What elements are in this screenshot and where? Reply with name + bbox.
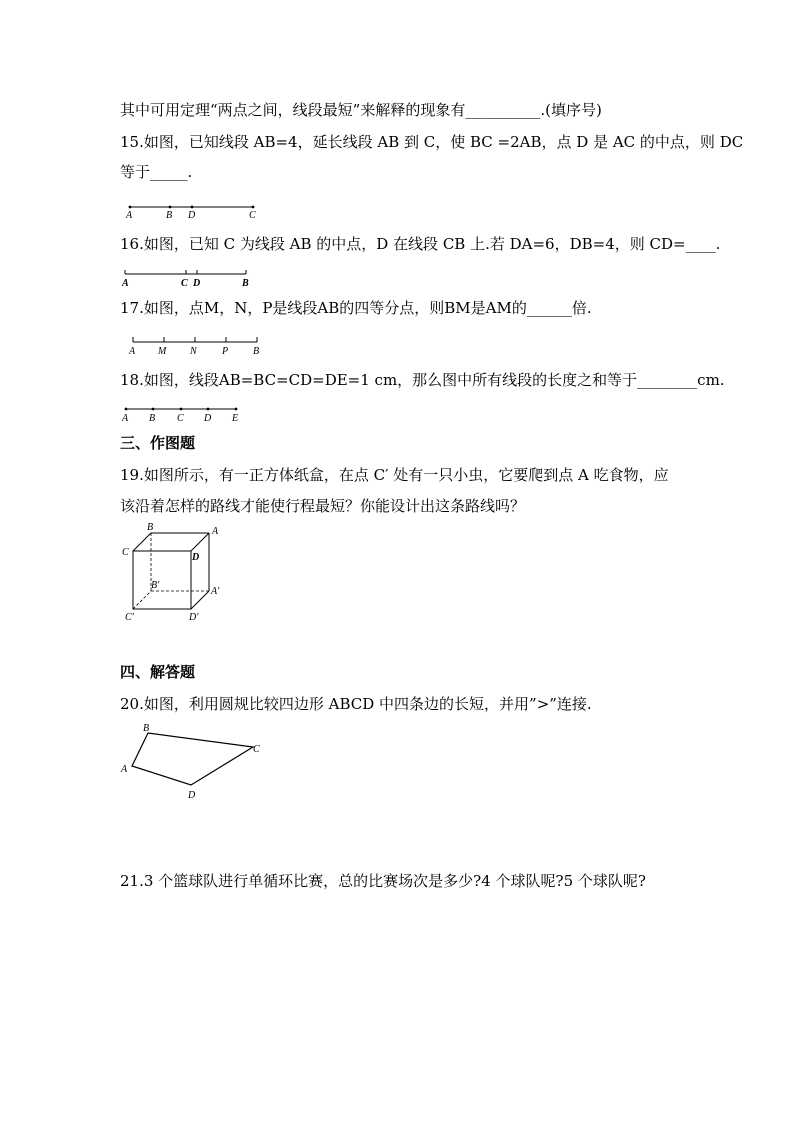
q15-point-b	[169, 206, 172, 209]
q18-label-e: E	[232, 413, 239, 424]
q15-label-d: D	[188, 210, 196, 221]
q16-label-d: D	[193, 278, 201, 289]
cube-edge-dpap	[191, 591, 209, 609]
q18-label-d: D	[204, 413, 212, 424]
q18-label-c: C	[177, 413, 184, 424]
q18-point-d	[207, 408, 210, 411]
q17-figure	[120, 332, 270, 358]
q19-cube-figure	[118, 520, 228, 626]
q18-point-b	[152, 408, 155, 411]
q17-label-a: A	[129, 346, 136, 357]
cube-label-c-prime: C′	[125, 612, 134, 623]
q15-text-line2: 等于_____.	[120, 163, 193, 181]
q19-text-line1: 19.如图所示，有一正方体纸盒，在点 C′ 处有一只小虫，它要爬到点 A 吃食物，应	[120, 466, 669, 484]
q16-label-c: C	[181, 278, 188, 289]
cube-label-a-prime: A′	[211, 586, 220, 597]
q18-label-b: B	[149, 413, 156, 424]
q15-text-line1: 15.如图，已知线段 AB=4，延长线段 AB 到 C，使 BC =2AB，点 D 是 AC 的中点，则 DC	[120, 133, 744, 151]
q15-label-b: B	[166, 210, 173, 221]
cube-edge-da	[191, 533, 209, 551]
q17-text: 17.如图，点M，N，P是线段AB的四等分点，则BM是AM的______倍.	[120, 299, 592, 317]
section-3-heading: 三、作图题	[120, 434, 196, 452]
q15-label-c: C	[249, 210, 256, 221]
q16-figure	[120, 268, 260, 290]
cube-label-b: B	[147, 522, 154, 533]
q15-figure	[120, 198, 270, 222]
q17-label-n: N	[190, 346, 197, 357]
cube-label-d: D	[192, 552, 200, 563]
q17-label-b: B	[253, 346, 260, 357]
q15-point-a	[129, 206, 132, 209]
q14-text: 其中可用定理“两点之间，线段最短”来解释的现象有__________.(填序号)	[120, 101, 602, 119]
q18-text: 18.如图，线段AB=BC=CD=DE=1 cm，那么图中所有线段的长度之和等于________cm.	[120, 371, 725, 389]
q16-label-b: B	[242, 278, 249, 289]
q15-label-a: A	[126, 210, 133, 221]
cube-edge-cb	[133, 533, 151, 551]
q17-label-m: M	[158, 346, 167, 357]
section-4-heading: 四、解答题	[120, 663, 196, 681]
q17-label-p: P	[222, 346, 229, 357]
q18-label-a: A	[122, 413, 129, 424]
cube-hidden-cpbp	[133, 591, 151, 609]
quad-label-d: D	[188, 790, 196, 801]
q18-point-e	[235, 408, 238, 411]
cube-label-b-prime: B′	[151, 580, 160, 591]
q16-label-a: A	[122, 278, 129, 289]
q21-text: 21.3 个篮球队进行单循环比赛，总的比赛场次是多少?4 个球队呢?5 个球队呢?	[120, 872, 646, 890]
q20-text: 20.如图，利用圆规比较四边形 ABCD 中四条边的长短，并用”>”连接.	[120, 695, 592, 713]
q15-point-d	[191, 206, 194, 209]
q16-text: 16.如图，已知 C 为线段 AB 的中点，D 在线段 CB 上.若 DA=6，DB=4，则 CD=____.	[120, 235, 721, 253]
q19-text-line2: 该沿着怎样的路线才能使行程最短？你能设计出这条路线吗？	[120, 497, 526, 515]
cube-label-c: C	[122, 547, 129, 558]
q20-quadrilateral-figure	[118, 722, 268, 802]
q18-point-a	[125, 408, 128, 411]
cube-label-a: A	[212, 526, 219, 537]
cube-label-d-prime: D′	[189, 612, 199, 623]
quad-label-a: A	[121, 764, 128, 775]
q18-point-c	[180, 408, 183, 411]
quad-label-c: C	[253, 744, 260, 755]
quad-label-b: B	[143, 723, 150, 734]
quadrilateral-abcd	[132, 733, 253, 785]
q18-figure	[120, 402, 250, 426]
q15-point-c	[252, 206, 255, 209]
